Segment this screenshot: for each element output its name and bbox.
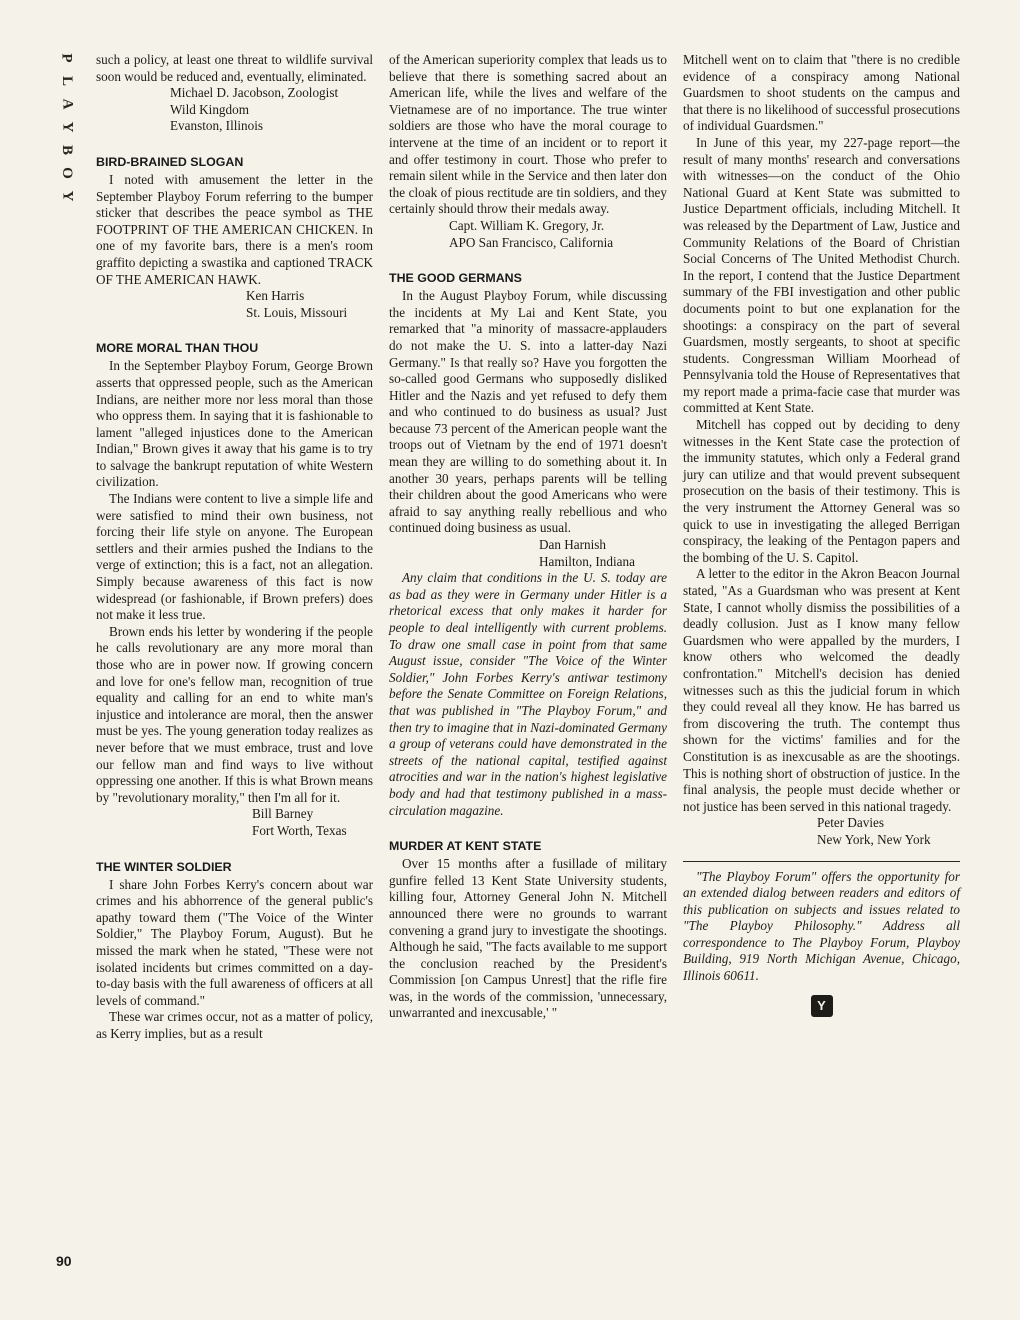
- magazine-spine-title: [56, 48, 78, 209]
- letter-signature: [389, 537, 667, 570]
- signature-name: Ken Harris: [246, 288, 305, 304]
- letter-heading: MURDER AT KENT STATE: [389, 839, 542, 854]
- letter-heading: MORE MORAL THAN THOU: [96, 341, 259, 356]
- letter-paragraph: I noted with amusement the letter in the September Playboy Forum referring to the bumper sticker that describes the peace symbol as THE FOOTPRINT OF THE AMERICAN CHICKEN. In one of my favorite bars, there is a men's room graffito depicting a swastika and captioned TRACK OF THE AMERICAN HAWK.: [96, 171, 373, 287]
- letter-paragraph: In the September Playboy Forum, George Brown asserts that oppressed people, such as the American Indians, are neither more nor less moral than those who oppress them. In saying that it is fashionable to lament "alleged injustices done to the American Indian," Brown gives it away that his game is to try to salvage the bankrupt reputation of white Western civilization.: [96, 358, 373, 490]
- letter-paragraph: These war crimes occur, not as a matter of policy, as Kerry implies, but as a result: [96, 1009, 373, 1041]
- signature-name: Michael D. Jacobson, Zoologist: [170, 85, 339, 101]
- column-2: [389, 52, 667, 1022]
- page-number: 90: [56, 1253, 72, 1269]
- signature-location: APO San Francisco, California: [449, 234, 614, 250]
- signature-location: St. Louis, Missouri: [246, 304, 348, 320]
- editor-reply: Any claim that conditions in the U. S. today are as bad as they were in Germany under Hitler is a rhetorical excess that only makes it harder for people to deal intelligently with current problems. To draw one small case in point from that same August issue, consider "The Voice of the Winter Soldier," John Forbes Kerry's antiwar testimony before the Senate Committee on Foreign Relations, that was published in "The Playboy Forum," and then try to imagine that in Nazi-dominated Germany a group of veterans could have demonstrated in the streets of the national capital, testified against atrocities and war in the nation's highest legislative body and had that testimony published in a mass-circulation magazine.: [389, 570, 667, 818]
- spine-letter: P: [58, 53, 75, 63]
- signature-name: Capt. William K. Gregory, Jr.: [449, 217, 605, 233]
- column-3: [683, 52, 960, 1017]
- letter-signature: [389, 218, 667, 251]
- spine-letter: Y: [59, 121, 75, 133]
- spine-letter: B: [58, 144, 75, 156]
- signature-location: Fort Worth, Texas: [252, 822, 347, 838]
- letter-paragraph: Over 15 months after a fusillade of military gunfire felled 13 Kent State University students, killing four, Attorney General John N. Mitchell announced there were no grounds to warrant convening a grand jury to investigate the shootings. Although he said, "The facts available to me support the conclusion reached by the President's Commission [on Campus Unrest] that the rifle fire was, in the words of the commission, 'unnecessary, unwarranted and inexcusable,' ": [389, 856, 667, 1021]
- letter-heading: THE GOOD GERMANS: [389, 271, 522, 286]
- letter-signature: [96, 806, 373, 839]
- letter-paragraph: Mitchell went on to claim that "there is no credible evidence of a conspiracy among National Guardsmen to shoot students on the campus and that there is no likelihood of successful prosecutions of individual Guardsmen.": [683, 52, 960, 134]
- letter-paragraph: In June of this year, my 227-page report—the result of many months' research and conversations with witnesses—on the conduct of the Ohio National Guard at Kent State was submitted to Justice Department officials, including Mitchell. It was released by the Department of Law, Justice and Community Relations of the Board of Christian Social Concerns of The United Methodist Church. In the report, I contend that the Justice Department summary of the FBI investigation and other public documents point to but one explanation for the shootings: a conspiracy on the part of several Guardsmen, mostly sergeants, to shoot at specific students. Congressman William Moorhead of Pennsylvania told the House of Representatives that my report made a prima-facie case that murder was committed at Kent State.: [683, 134, 960, 416]
- signature-name: Dan Harnish: [539, 537, 607, 553]
- signature-location: Hamilton, Indiana: [539, 553, 635, 569]
- letter-paragraph: such a policy, at least one threat to wildlife survival soon would be reduced and, eventually, eliminated.: [96, 52, 373, 84]
- letter-paragraph: In the August Playboy Forum, while discussing the incidents at My Lai and Kent State, you remarked that "a minority of massacre-applauders do not make the U. S. into a latter-day Nazi Germany." Is that really so? Have you forgotten the so-called good Germans who supposedly disliked Hitler and the Nazis and yet refused to defy them and who continued to do business as usual? Just because 73 percent of the American people want the troops out of Vietnam by the end of 1971 doesn't mean they are willing to do something about it. In another 30 years, perhaps parents will be telling their children about the good Americans who were afraid to say anything really rebellious and who continued doing business as usual.: [389, 288, 667, 536]
- letter-paragraph: The Indians were content to live a simple life and were satisfied to mind their own business, not forcing their life style on anyone. The European settlers and their armies pushed the Indians to the verge of extinction; this is a fact, not an allegation. Simply because awareness of this fact is now widespread (or fashionable, if Brown prefers) does not make it less true.: [96, 491, 373, 623]
- signature-name: Peter Davies: [817, 815, 885, 831]
- letter-heading: THE WINTER SOLDIER: [96, 859, 232, 874]
- letter-paragraph: Mitchell has copped out by deciding to deny witnesses in the Kent State case the protection of the immunity statutes, which only a Federal grand jury can utilize and that would prevent subsequent prosecution on the basis of their testimony. This is the very instrument the Attorney General was so quick to use in investigating the alleged Berrigan conspiracy, the leaking of the Pentagon papers and the bombing of the U. S. Capitol.: [683, 417, 960, 565]
- signature-name: Bill Barney: [252, 806, 314, 822]
- forum-footnote: [683, 861, 960, 1017]
- spine-letter: L: [58, 75, 75, 87]
- spine-letter: O: [58, 167, 75, 179]
- signature-location: New York, New York: [817, 831, 931, 847]
- letter-paragraph: of the American superiority complex that leads us to believe that there is something sacred about an American life, while the lives and welfare of the Vietnamese are of no importance. The true winter soldiers are those who have the moral courage to intervene at the time of an incident or to report it and offer testimony in court. Those who prefer to remain silent while in the Service and then later don the cloak of pious rectitude are tin soldiers, and they certainly should throw their medals away.: [389, 52, 667, 217]
- playboy-logo-icon: [811, 995, 833, 1017]
- letter-paragraph: I share John Forbes Kerry's concern about war crimes and his abhorrence of the general public's apathy toward them ("The Voice of the Winter Soldier," The Playboy Forum, August). But he missed the mark when he stated, "These were not isolated incidents but crimes committed on a day-to-day basis with the full awareness of officers at all levels of command.": [96, 876, 373, 1008]
- spine-letter: A: [59, 98, 75, 110]
- footnote-text: "The Playboy Forum" offers the opportunity for an extended dialog between readers and editors of this publication on subjects and issues related to "The Playboy Philosophy." Address all correspondence to The Playboy Forum, Playboy Building, 919 North Michigan Avenue, Chicago, Illinois 60611.: [683, 868, 960, 984]
- letter-signature: [96, 85, 373, 135]
- logo-glyph: Y: [817, 998, 826, 1014]
- letter-paragraph: Brown ends his letter by wondering if the people he calls revolutionary are any more moral than those who are in power now. If growing concern and love for one's fellow man, recognition of true equality and calling for an end to white man's injustice and intolerance are moral, then the answer must be yes. The young generation today realizes as never before that we must embrace, trust and love our fellow man and find ways to live without oppressing one another. If this is what Brown means by "revolutionary morality," then I'm all for it.: [96, 623, 373, 805]
- spine-letter: Y: [59, 190, 75, 202]
- letter-signature: [683, 815, 960, 848]
- letter-heading: BIRD-BRAINED SLOGAN: [96, 154, 244, 169]
- signature-location: Evanston, Illinois: [170, 118, 264, 134]
- letter-paragraph: A letter to the editor in the Akron Beacon Journal stated, "As a Guardsman who was present at Kent State, I cannot wholly dismiss the possibilities of a deadly collusion. Just as I know many fellow Guardsmen who were appalled by the murders, I know others who welcomed the deadly confrontation." Mitchell's decision has denied witnesses such as this the judicial forum in which they could reveal all they know. He has barred us from discovering the truth. The contempt thus shown for the victims' families and for the Constitution is as inexcusable as are the shootings. This is nothing short of obstruction of justice. In the final analysis, the people must decide whether or not justice has been served in this national tragedy.: [683, 566, 960, 814]
- signature-line: Wild Kingdom: [170, 101, 249, 117]
- column-1: [96, 52, 373, 1042]
- letter-signature: [96, 288, 373, 321]
